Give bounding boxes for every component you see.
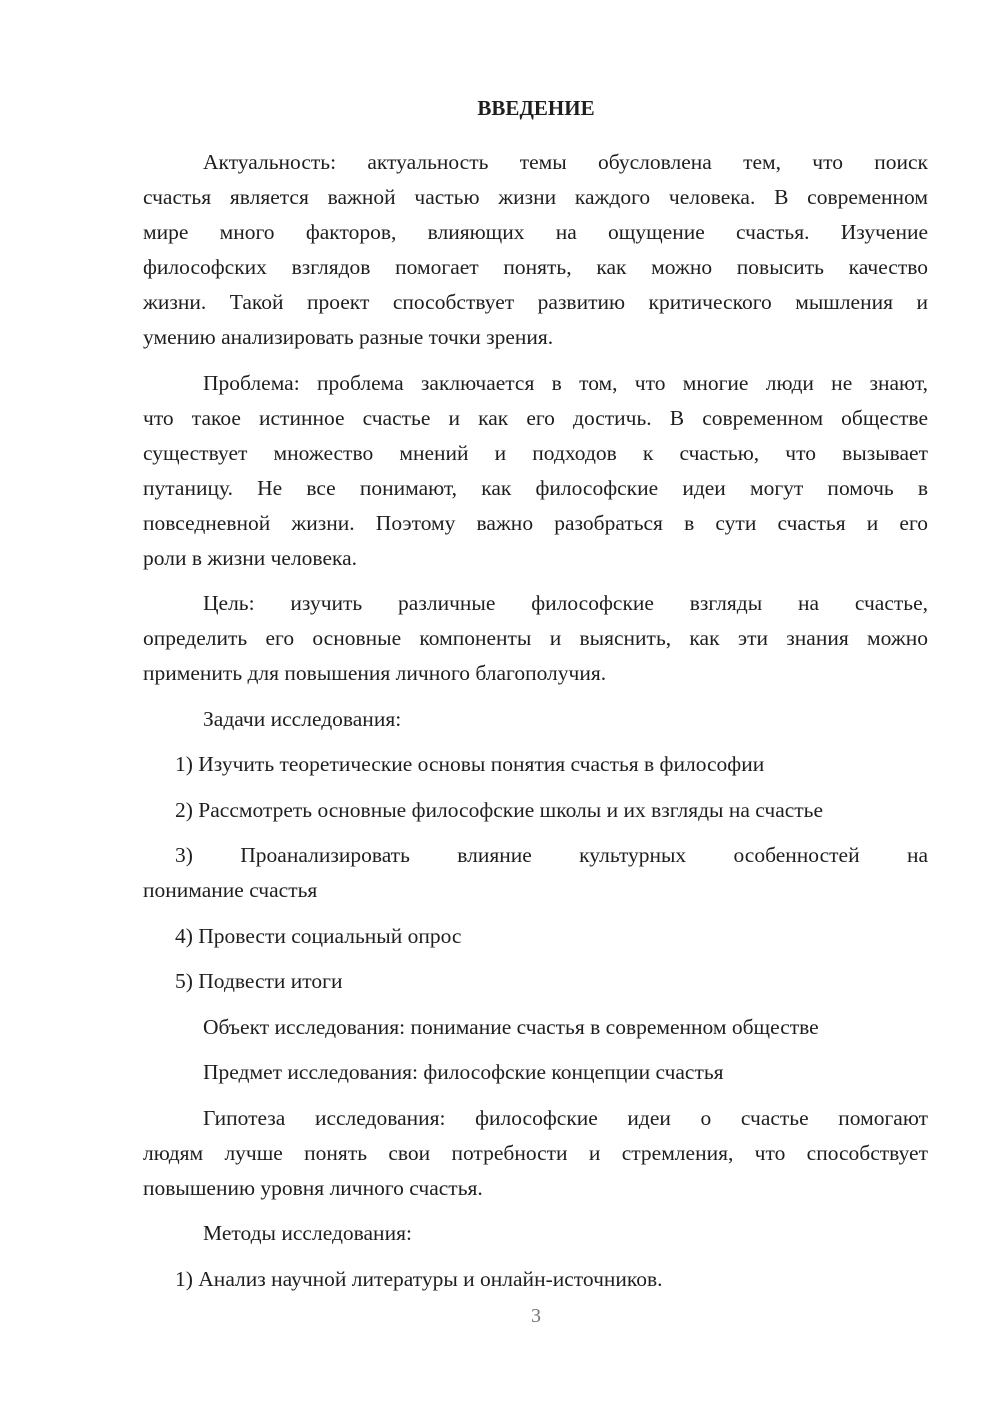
list-item <box>143 1262 928 1297</box>
text-line: Методы исследования: <box>203 1221 412 1245</box>
text-line: определить его основные компоненты и выяснить, как эти знания можно <box>143 626 928 650</box>
text-line: Актуальность: актуальность темы обусловлена тем, что поиск <box>203 150 928 174</box>
text-line: 1) Анализ научной литературы и онлайн-источников. <box>175 1266 663 1291</box>
text-line: роли в жизни человека. <box>143 545 358 570</box>
text-line: Объект исследования: понимание счастья в современном обществе <box>203 1014 819 1039</box>
text-line: 2) Рассмотреть основные философские школы и их взгляды на счастье <box>175 797 824 822</box>
document-body <box>143 145 928 1307</box>
paragraph <box>143 1216 928 1251</box>
text-line: Гипотеза исследования: философские идеи о счастье помогают <box>203 1105 928 1130</box>
paragraph <box>143 366 928 576</box>
text-line: мире много факторов, влияющих на ощущение счастья. Изучение <box>143 220 928 244</box>
text-line: людям лучше понять свои потребности и стремления, что способствует <box>143 1140 928 1165</box>
list-item <box>143 838 928 908</box>
text-line: повседневной жизни. Поэтому важно разобраться в сути счастья и его <box>143 510 928 535</box>
text-line: умению анализировать разные точки зрения. <box>143 325 554 349</box>
text-line: 5) Подвести итоги <box>175 969 343 993</box>
text-line: повышению уровня личного счастья. <box>143 1175 483 1200</box>
text-line: Предмет исследования: философские концепции счастья <box>203 1060 724 1084</box>
list-item <box>143 919 928 954</box>
text-line: философских взглядов помогает понять, как можно повысить качество <box>143 255 928 279</box>
text-line: счастья является важной частью жизни каждого человека. В современном <box>143 185 928 209</box>
text-line: что такое истинное счастье и как его достичь. В современном обществе <box>143 405 928 430</box>
text-line: Задачи исследования: <box>203 706 402 731</box>
page-number: 3 <box>531 1305 541 1327</box>
text-line: Цель: изучить различные философские взгляды на счастье, <box>203 591 928 615</box>
text-line: применить для повышения личного благополучия. <box>143 661 607 685</box>
paragraph <box>143 1010 928 1045</box>
text-line: 1) Изучить теоретические основы понятия счастья в философии <box>175 752 765 776</box>
list-item <box>143 793 928 828</box>
text-line: путаницу. Не все понимают, как философские идеи могут помочь в <box>143 475 928 500</box>
text-line: жизни. Такой проект способствует развитию критического мышления и <box>143 290 928 314</box>
text-line: Проблема: проблема заключается в том, что многие люди не знают, <box>203 370 928 395</box>
paragraph <box>143 1055 928 1090</box>
paragraph <box>143 145 928 355</box>
text-line: понимание счастья <box>143 878 318 902</box>
paragraph <box>143 702 928 737</box>
list-item <box>143 964 928 999</box>
paragraph <box>143 586 928 691</box>
text-line: 3) Проанализировать влияние культурных особенностей на <box>175 843 928 867</box>
text-line: существует множество мнений и подходов к счастью, что вызывает <box>143 440 928 465</box>
text-line: 4) Провести социальный опрос <box>175 923 462 948</box>
paragraph <box>143 1101 928 1206</box>
list-item <box>143 747 928 782</box>
page-title: ВВЕДЕНИЕ <box>477 96 595 120</box>
